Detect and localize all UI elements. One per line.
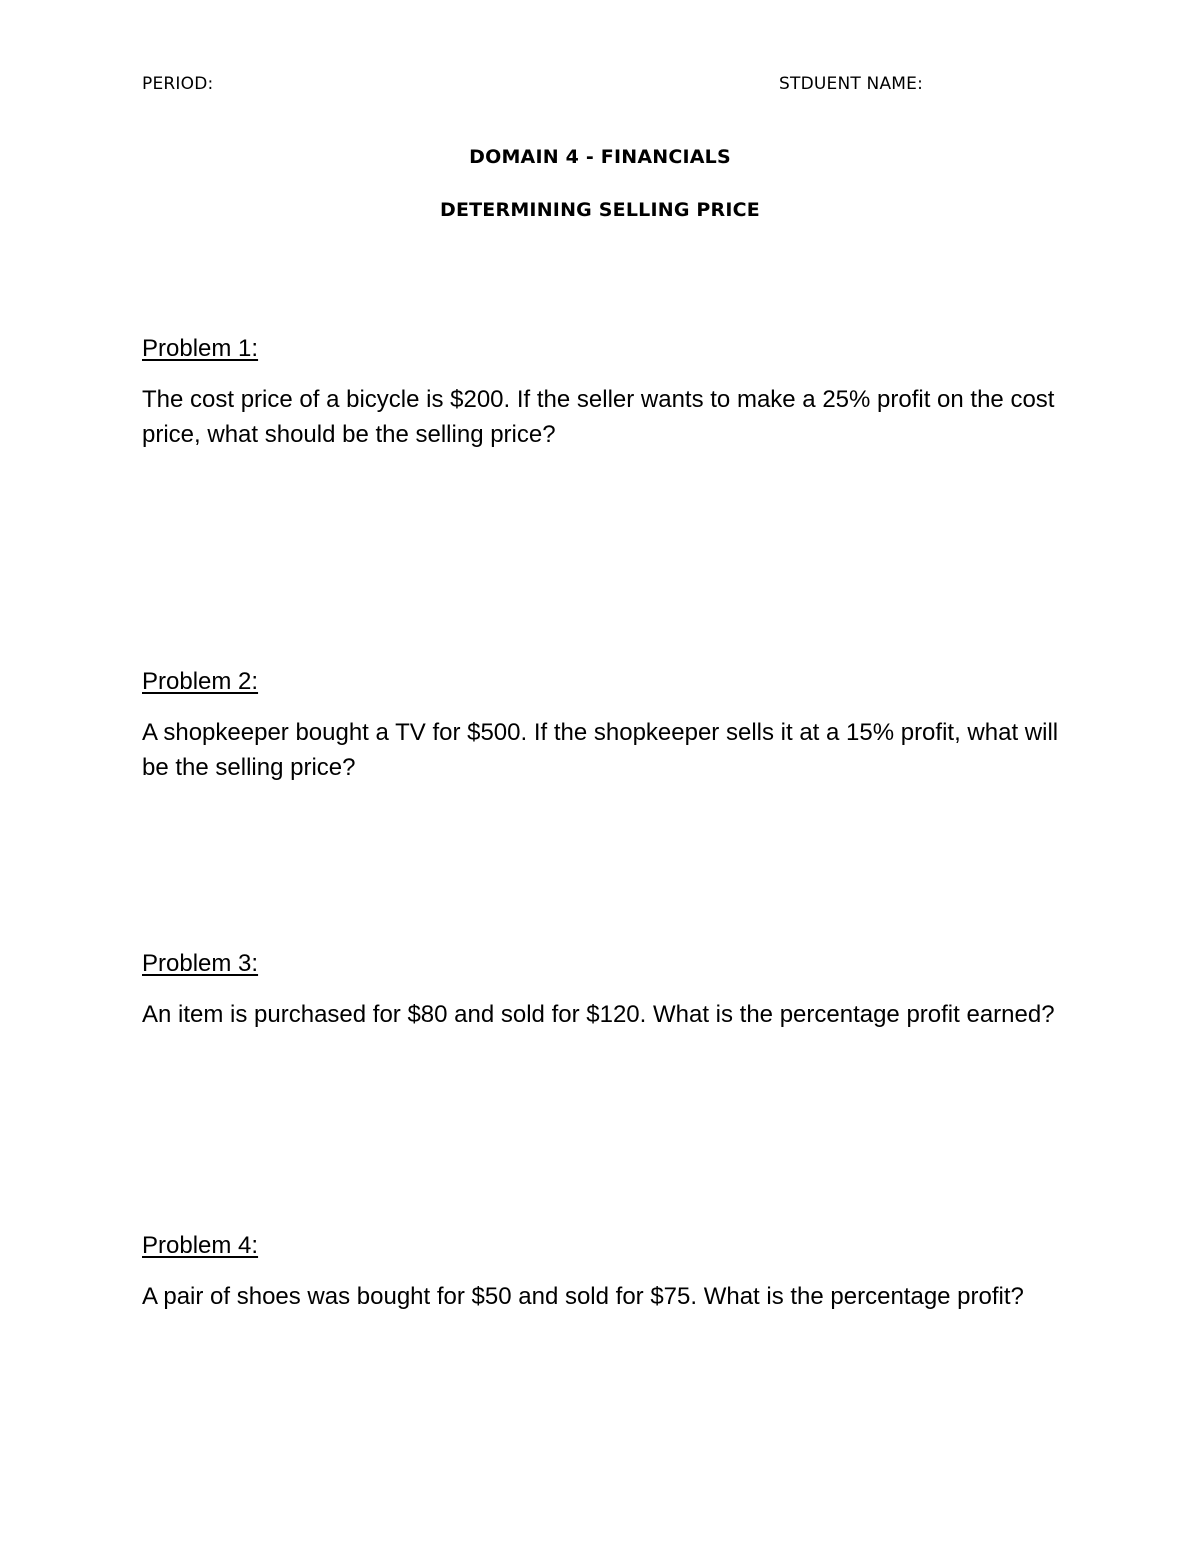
problem-heading: Problem 1: bbox=[142, 335, 259, 362]
problem-2 bbox=[142, 667, 1062, 785]
problem-1 bbox=[142, 334, 1062, 452]
document-subtitle: DETERMINING SELLING PRICE bbox=[440, 199, 760, 221]
problem-text: The cost price of a bicycle is $200. If the seller wants to make a 25% profit on the cost price, what should be the selling price? bbox=[142, 386, 1055, 448]
problem-text: A pair of shoes was bought for $50 and sold for $75. What is the percentage profit? bbox=[142, 1283, 1024, 1310]
problem-3 bbox=[142, 949, 1062, 1032]
problem-heading: Problem 2: bbox=[142, 668, 259, 695]
problem-4 bbox=[142, 1231, 1062, 1314]
period-label: PERIOD: bbox=[142, 74, 214, 94]
document-title: DOMAIN 4 - FINANCIALS bbox=[469, 146, 731, 168]
student-name-label: STDUENT NAME: bbox=[779, 74, 924, 94]
problem-heading: Problem 3: bbox=[142, 950, 259, 977]
problem-text: An item is purchased for $80 and sold for $120. What is the percentage profit earned? bbox=[142, 1001, 1055, 1028]
problem-text: A shopkeeper bought a TV for $500. If the shopkeeper sells it at a 15% profit, what will be the selling price? bbox=[142, 719, 1059, 781]
problem-heading: Problem 4: bbox=[142, 1232, 259, 1259]
